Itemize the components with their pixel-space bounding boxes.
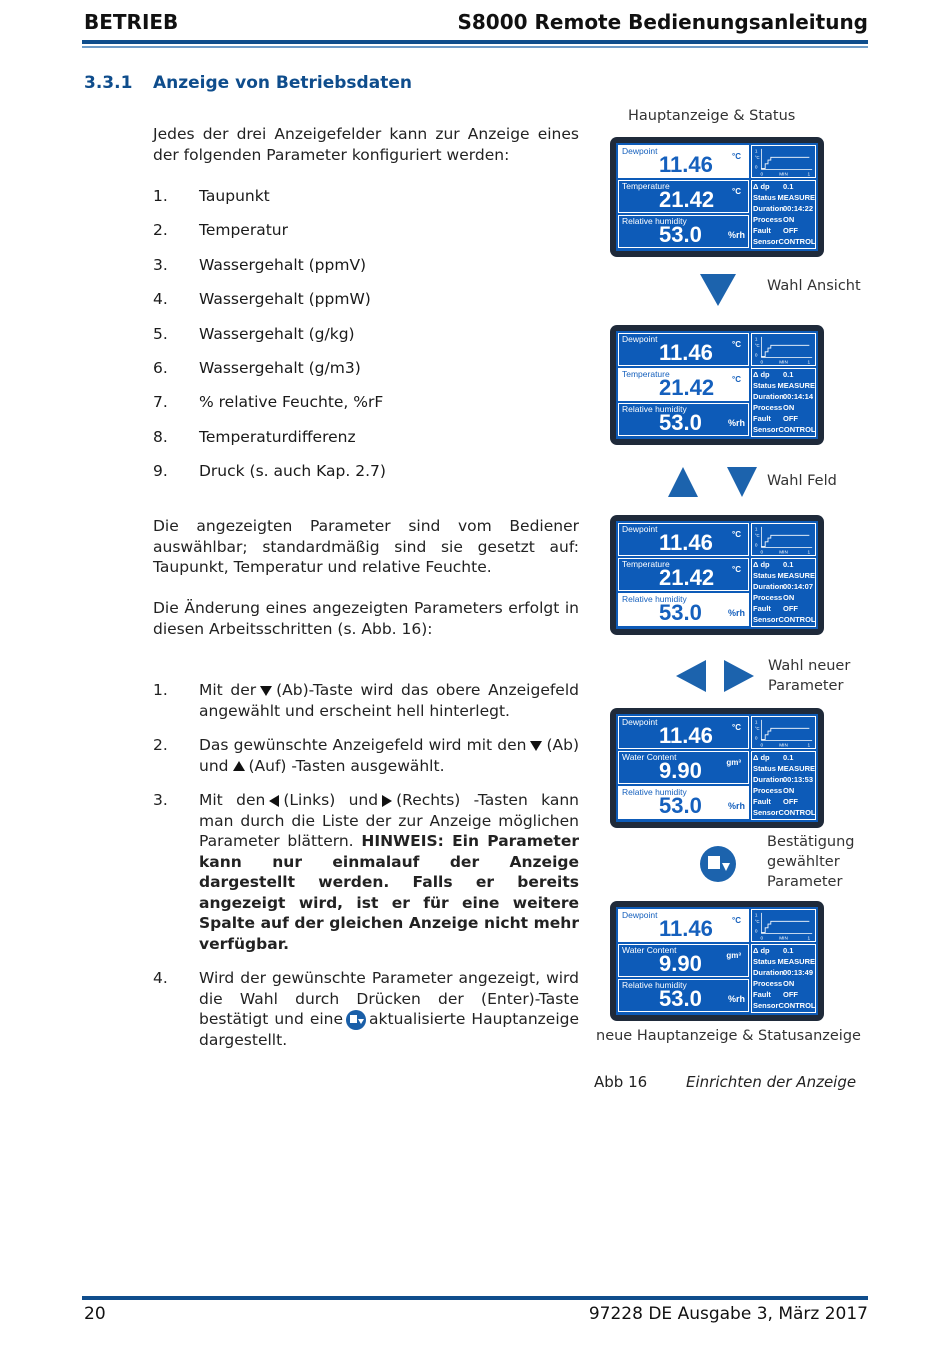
- status-key: Process: [753, 786, 783, 795]
- display-field: [618, 716, 749, 749]
- display-screen: [610, 515, 824, 635]
- status-value: CONTROL: [778, 808, 816, 817]
- status-value: CONTROL: [778, 425, 816, 434]
- status-row: [753, 369, 815, 380]
- status-key: Fault: [753, 797, 771, 806]
- figure-caption-number: Abb 16: [594, 1073, 648, 1091]
- field-value: 9.90: [659, 951, 702, 976]
- status-row: [753, 1000, 815, 1011]
- status-key: Fault: [753, 990, 771, 999]
- display-field: [618, 215, 749, 248]
- field-label: Temperature: [622, 181, 670, 191]
- field-unit: %rh: [727, 994, 745, 1004]
- list-item: [153, 462, 579, 496]
- list-item-text: Temperatur: [199, 221, 288, 240]
- graph-x-mid: MIN: [779, 935, 788, 941]
- graph-y-zero: 0: [754, 352, 758, 358]
- status-key: Sensor: [753, 425, 779, 434]
- field-value: 53.0: [659, 986, 702, 1011]
- status-value: 0.1: [783, 946, 794, 955]
- status-value: OFF: [783, 226, 798, 235]
- display-field: [618, 909, 749, 942]
- field-unit: °C: [732, 530, 741, 539]
- trend-graph: [751, 145, 816, 178]
- status-row: [753, 967, 815, 978]
- display-screen: [610, 708, 824, 828]
- figure-label-new-display: neue Hauptanzeige & Statusanzeige: [596, 1028, 861, 1044]
- graph-x-right: 1: [807, 935, 811, 941]
- status-row: [753, 214, 815, 225]
- graph-x-right: 1: [807, 549, 811, 555]
- field-value: 21.42: [659, 187, 715, 212]
- graph-x-right: 1: [807, 742, 811, 748]
- status-key: Status: [753, 193, 776, 202]
- display-field: [618, 403, 749, 436]
- list-item-number: 2.: [153, 221, 168, 240]
- status-row: [753, 181, 815, 192]
- trend-graph-svg: [752, 146, 815, 177]
- display-field: [618, 145, 749, 178]
- section-title: Anzeige von Betriebsdaten: [153, 73, 412, 93]
- status-value: OFF: [783, 990, 798, 999]
- field-label: Water Content: [622, 752, 677, 762]
- status-key: Sensor: [753, 615, 779, 624]
- field-label: Dewpoint: [622, 524, 658, 534]
- field-value: 11.46: [659, 152, 713, 177]
- graph-x-mid: MIN: [779, 171, 788, 177]
- status-row: [753, 380, 815, 391]
- status-value: MEASURE: [777, 957, 815, 966]
- status-key: Process: [753, 979, 783, 988]
- field-label: Relative humidity: [622, 216, 687, 226]
- header-section-name: BETRIEB: [84, 10, 179, 34]
- graph-y-top: 1: [754, 719, 758, 725]
- status-key: Process: [753, 403, 783, 412]
- status-row: [753, 978, 815, 989]
- graph-y-zero: 0: [754, 164, 758, 170]
- graph-y-top: 1: [754, 148, 758, 154]
- graph-x-mid: MIN: [779, 549, 788, 555]
- status-value: 00:13:53: [783, 775, 814, 784]
- display-field: [618, 180, 749, 213]
- display-field: [618, 368, 749, 401]
- graph-y-zero: 0: [754, 928, 758, 934]
- header-rule-thin: [82, 46, 868, 48]
- field-label: Dewpoint: [622, 146, 658, 156]
- field-value: 11.46: [659, 916, 713, 941]
- status-value: MEASURE: [777, 764, 815, 773]
- graph-trace: [761, 728, 809, 739]
- graph-x-left: 0: [760, 549, 764, 555]
- status-key: Sensor: [753, 237, 779, 246]
- field-label: Dewpoint: [622, 717, 658, 727]
- field-label: Water Content: [622, 945, 677, 955]
- status-key: Δ dp: [753, 560, 770, 569]
- status-value: ON: [783, 403, 795, 412]
- status-value: MEASURE: [777, 381, 815, 390]
- display-panel: [616, 907, 818, 1015]
- graph-y-top: 1: [754, 526, 758, 532]
- figure-label-select-field: Wahl Feld: [767, 473, 837, 489]
- status-key: Fault: [753, 414, 771, 423]
- field-unit: °C: [732, 916, 741, 925]
- status-row: [753, 945, 815, 956]
- status-row: [753, 603, 815, 614]
- status-row: [753, 559, 815, 570]
- figure-label-select-parameter: Wahl neuer: [768, 658, 851, 674]
- footer-edition: 97228 DE Ausgabe 3, März 2017: [588, 1304, 868, 1324]
- list-item-text: Druck (s. auch Kap. 2.7): [199, 462, 386, 481]
- list-item-number: 8.: [153, 427, 168, 446]
- status-key: Duration: [753, 775, 784, 784]
- right-arrow-icon: [724, 660, 754, 692]
- display-field: [618, 593, 749, 626]
- step-number: 3.: [153, 791, 168, 809]
- display-screen: [610, 901, 824, 1021]
- status-row: [753, 807, 815, 818]
- step-note: HINWEIS: Ein Parameter kann nur einmalauf der Anzeige dargestellt werden. Falls er bereits angezeigt wird, ist er für eine weitere Spalte auf der gleichen Anzeige nicht mehr verfügbar.: [199, 832, 579, 953]
- list-item-number: 1.: [153, 187, 168, 205]
- figure-label-select-parameter: Parameter: [768, 678, 844, 694]
- status-row: [753, 236, 815, 247]
- field-unit: gm³: [726, 758, 741, 767]
- step-text: Mit der: [199, 681, 257, 699]
- field-unit: °C: [732, 723, 741, 732]
- trend-graph-svg: [752, 717, 815, 748]
- graph-x-left: 0: [760, 171, 764, 177]
- status-key: Process: [753, 215, 783, 224]
- trend-graph-svg: [752, 910, 815, 941]
- step-text: (Links) und: [283, 791, 379, 809]
- status-key: Δ dp: [753, 182, 770, 191]
- list-item-number: 7.: [153, 393, 168, 412]
- display-panel: [616, 331, 818, 439]
- list-item: [153, 428, 579, 462]
- display-field: [618, 558, 749, 591]
- graph-x-left: 0: [760, 359, 764, 365]
- figure-label-main-display: Hauptanzeige & Status: [628, 108, 796, 124]
- status-value: 0.1: [783, 182, 794, 191]
- list-item: [153, 290, 579, 324]
- field-unit: °C: [732, 375, 741, 384]
- trend-graph: [751, 909, 816, 942]
- graph-x-right: 1: [807, 359, 811, 365]
- list-item: [153, 256, 579, 290]
- list-item: [153, 221, 579, 255]
- status-value: 00:14:14: [783, 392, 814, 401]
- field-value: 11.46: [659, 723, 713, 748]
- change-paragraph: Die Änderung eines angezeigten Parameters erfolgt in diesen Arbeitsschritten (s. Abb. 16):: [153, 599, 579, 638]
- status-row: [753, 225, 815, 236]
- field-unit: °C: [732, 340, 741, 349]
- field-unit: °C: [732, 565, 741, 574]
- graph-y-top: 1: [754, 336, 758, 342]
- status-value: ON: [783, 786, 795, 795]
- step-text: (Auf) -Tasten ausgewählt.: [248, 756, 445, 775]
- field-value: 11.46: [659, 530, 713, 555]
- status-key: Duration: [753, 582, 784, 591]
- status-value: ON: [783, 593, 795, 602]
- field-value: 21.42: [659, 375, 715, 400]
- footer-rule: [82, 1296, 868, 1300]
- figure-label-confirm: Parameter: [767, 874, 843, 890]
- status-panel: [751, 180, 816, 249]
- graph-y-unit: °C: [754, 155, 760, 161]
- field-label: Dewpoint: [622, 910, 658, 920]
- left-arrow-icon: [676, 660, 706, 692]
- field-label: Relative humidity: [622, 787, 687, 797]
- status-value: 0.1: [783, 560, 794, 569]
- status-row: [753, 203, 815, 214]
- list-item: [153, 735, 579, 776]
- up-arrow-icon: [668, 467, 698, 497]
- status-value: OFF: [783, 797, 798, 806]
- status-key: Duration: [753, 204, 784, 213]
- list-item-number: 4.: [153, 290, 168, 309]
- field-unit: %rh: [727, 608, 745, 618]
- step-text: aktualisierte Hauptanzeige dargestellt.: [199, 1010, 579, 1049]
- step-text: (Ab)-Taste wird das obere Anzeigefeld angewählt und erscheint hell hinterlegt.: [199, 681, 579, 720]
- status-row: [753, 592, 815, 603]
- field-value: 9.90: [659, 758, 702, 783]
- intro-paragraph: Jedes der drei Anzeigefelder kann zur Anzeige eines der folgenden Parameter konfiguriert werden:: [153, 125, 579, 164]
- status-value: CONTROL: [778, 237, 816, 246]
- display-panel: [616, 521, 818, 629]
- field-value: 53.0: [659, 410, 702, 435]
- field-unit: %rh: [727, 801, 745, 811]
- list-item-number: 9.: [153, 462, 168, 481]
- status-key: Δ dp: [753, 370, 770, 379]
- field-unit: %rh: [727, 230, 745, 240]
- list-item: [153, 325, 579, 359]
- status-value: 00:14:22: [783, 204, 814, 213]
- step-text: (Ab) und: [199, 736, 579, 775]
- status-row: [753, 402, 815, 413]
- status-value: 00:13:49: [783, 968, 814, 977]
- status-value: ON: [783, 215, 795, 224]
- trend-graph: [751, 333, 816, 366]
- graph-y-unit: °C: [754, 343, 760, 349]
- list-item-text: Temperaturdifferenz: [199, 427, 356, 446]
- step-number: 1.: [153, 681, 168, 699]
- graph-y-unit: °C: [754, 726, 760, 732]
- status-key: Fault: [753, 226, 771, 235]
- up-arrow-icon: [233, 761, 245, 771]
- status-key: Duration: [753, 392, 784, 401]
- field-unit: %rh: [727, 418, 745, 428]
- step-list: [153, 680, 579, 1050]
- graph-trace: [761, 921, 809, 932]
- figure-label-confirm: gewählter: [767, 854, 840, 870]
- status-value: 0.1: [783, 370, 794, 379]
- list-item-text: Wassergehalt (g/m3): [199, 358, 361, 377]
- step-text: Wird der gewünschte Parameter angezeigt, wird die Wahl durch Drücken der (Enter)-Taste bestätigt und eine: [199, 969, 579, 1028]
- down-arrow-icon: [530, 741, 542, 751]
- status-value: CONTROL: [778, 1001, 816, 1010]
- display-field: [618, 979, 749, 1012]
- status-key: Process: [753, 593, 783, 602]
- list-item: [153, 187, 579, 221]
- figure-caption-text: Einrichten der Anzeige: [686, 1073, 857, 1091]
- status-panel: [751, 751, 816, 820]
- status-value: 0.1: [783, 753, 794, 762]
- graph-y-top: 1: [754, 912, 758, 918]
- graph-trace: [761, 535, 809, 546]
- graph-x-right: 1: [807, 171, 811, 177]
- field-label: Relative humidity: [622, 594, 687, 604]
- graph-x-left: 0: [760, 742, 764, 748]
- down-arrow-icon: [700, 274, 736, 306]
- graph-y-unit: °C: [754, 919, 760, 925]
- list-item: [153, 968, 579, 1050]
- graph-y-unit: °C: [754, 533, 760, 539]
- list-item-number: 6.: [153, 358, 168, 377]
- selectable-paragraph: Die angezeigten Parameter sind vom Bediener auswählbar; standardmäßig sind sie gesetzt auf: Taupunkt, Temperatur und relative Feuchte.: [153, 517, 579, 576]
- field-value: 53.0: [659, 793, 702, 818]
- status-row: [753, 989, 815, 1000]
- page-number: 20: [84, 1304, 106, 1324]
- field-value: 11.46: [659, 340, 713, 365]
- status-key: Δ dp: [753, 946, 770, 955]
- display-panel: [616, 143, 818, 251]
- field-value: 53.0: [659, 222, 702, 247]
- list-item-text: Taupunkt: [199, 187, 270, 205]
- status-panel: [751, 368, 816, 437]
- enter-key-icon: [346, 1010, 366, 1030]
- step-text: Das gewünschte Anzeigefeld wird mit den: [199, 736, 527, 754]
- status-value: OFF: [783, 414, 798, 423]
- display-field: [618, 523, 749, 556]
- step-number: 2.: [153, 736, 168, 754]
- graph-trace: [761, 345, 809, 356]
- field-label: Relative humidity: [622, 404, 687, 414]
- field-unit: gm³: [726, 951, 741, 960]
- status-key: Δ dp: [753, 753, 770, 762]
- status-row: [753, 774, 815, 785]
- status-key: Status: [753, 764, 776, 773]
- status-key: Status: [753, 571, 776, 580]
- down-arrow-icon: [727, 467, 757, 497]
- down-arrow-icon: [260, 686, 272, 696]
- list-item: [153, 680, 579, 721]
- status-value: 00:14:07: [783, 582, 814, 591]
- field-label: Temperature: [622, 559, 670, 569]
- status-row: [753, 413, 815, 424]
- status-row: [753, 424, 815, 435]
- trend-graph-svg: [752, 334, 815, 365]
- field-value: 21.42: [659, 565, 715, 590]
- graph-x-mid: MIN: [779, 742, 788, 748]
- header-rule: [82, 40, 868, 44]
- list-item-text: Wassergehalt (g/kg): [199, 324, 355, 343]
- display-screen: [610, 137, 824, 257]
- status-row: [753, 796, 815, 807]
- right-arrow-icon: [382, 795, 392, 807]
- status-row: [753, 956, 815, 967]
- status-key: Sensor: [753, 808, 779, 817]
- status-row: [753, 570, 815, 581]
- field-label: Relative humidity: [622, 980, 687, 990]
- list-item-text: Wassergehalt (ppmV): [199, 255, 367, 274]
- trend-graph: [751, 523, 816, 556]
- figure-label-select-view: Wahl Ansicht: [767, 278, 861, 294]
- status-row: [753, 581, 815, 592]
- field-unit: °C: [732, 152, 741, 161]
- display-field: [618, 786, 749, 819]
- section-number: 3.3.1: [84, 73, 133, 93]
- list-item-number: 3.: [153, 255, 168, 274]
- enter-key-icon: [700, 846, 736, 882]
- status-row: [753, 192, 815, 203]
- list-item-number: 5.: [153, 324, 168, 343]
- field-unit: °C: [732, 187, 741, 196]
- list-item-text: % relative Feuchte, %rF: [199, 393, 384, 412]
- step-number: 4.: [153, 969, 168, 987]
- status-key: Duration: [753, 968, 784, 977]
- list-item-text: Wassergehalt (ppmW): [199, 290, 371, 309]
- status-row: [753, 752, 815, 763]
- status-row: [753, 614, 815, 625]
- field-label: Dewpoint: [622, 334, 658, 344]
- display-panel: [616, 714, 818, 822]
- status-value: MEASURE: [777, 571, 815, 580]
- status-row: [753, 391, 815, 402]
- status-key: Fault: [753, 604, 771, 613]
- display-field: [618, 944, 749, 977]
- graph-y-zero: 0: [754, 542, 758, 548]
- list-item: [153, 790, 579, 954]
- trend-graph: [751, 716, 816, 749]
- status-row: [753, 763, 815, 774]
- step-text: (Rechts) -Tasten kann man durch die Liste der zur Anzeige möglichen Parameter blättern.: [199, 791, 579, 850]
- display-screen: [610, 325, 824, 445]
- list-item: [153, 393, 579, 427]
- graph-x-left: 0: [760, 935, 764, 941]
- status-panel: [751, 558, 816, 627]
- field-label: Temperature: [622, 369, 670, 379]
- field-value: 53.0: [659, 600, 702, 625]
- display-field: [618, 751, 749, 784]
- status-panel: [751, 944, 816, 1013]
- figure-label-confirm: Bestätigung: [767, 834, 855, 850]
- trend-graph-svg: [752, 524, 815, 555]
- graph-x-mid: MIN: [779, 359, 788, 365]
- header-document-title: S8000 Remote Bedienungsanleitung: [457, 10, 868, 34]
- status-key: Sensor: [753, 1001, 779, 1010]
- list-item: [153, 359, 579, 393]
- status-value: CONTROL: [778, 615, 816, 624]
- status-value: ON: [783, 979, 795, 988]
- status-value: OFF: [783, 604, 798, 613]
- status-row: [753, 785, 815, 796]
- graph-trace: [761, 157, 809, 168]
- status-value: MEASURE: [777, 193, 815, 202]
- parameter-list: [153, 187, 579, 497]
- graph-y-zero: 0: [754, 735, 758, 741]
- step-text: Mit den: [199, 791, 266, 809]
- status-key: Status: [753, 957, 776, 966]
- left-arrow-icon: [269, 795, 279, 807]
- status-key: Status: [753, 381, 776, 390]
- display-field: [618, 333, 749, 366]
